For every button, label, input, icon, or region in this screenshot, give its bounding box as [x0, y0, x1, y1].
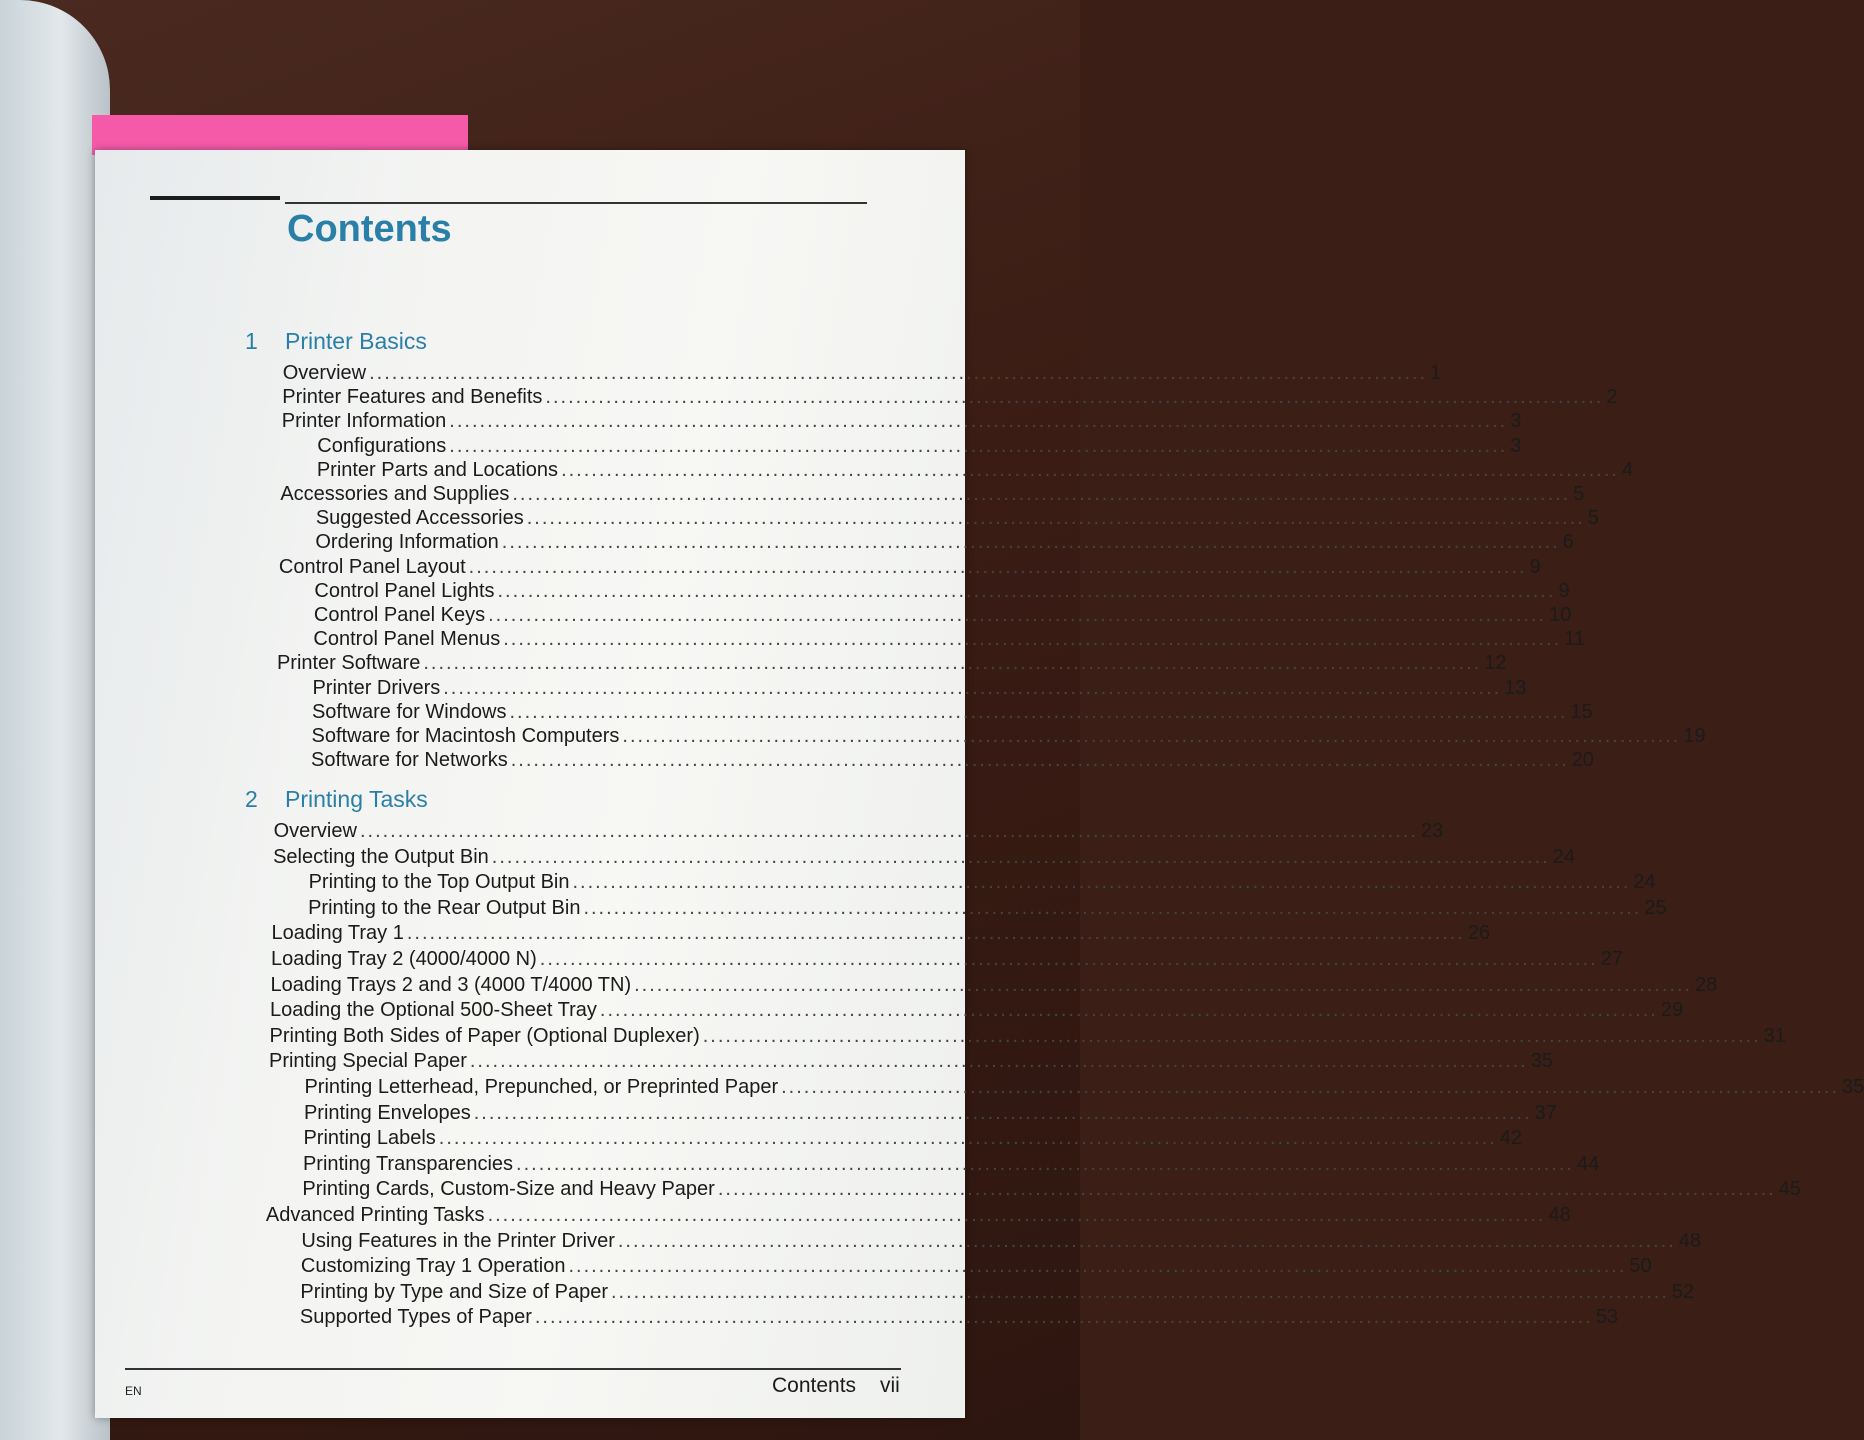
toc-dot-leader: ............................................................................................................................................	[634, 973, 1693, 996]
toc-entry[interactable]	[302, 1178, 1802, 1202]
toc-entry[interactable]	[311, 725, 1706, 749]
toc-entry[interactable]	[311, 700, 1593, 725]
toc-entry-label: Overview	[273, 820, 357, 842]
toc-entry-page: 37	[1534, 1101, 1557, 1124]
toc-dot-leader: ............................................................................................................................................	[449, 434, 1508, 457]
toc-entry-label: Printing Letterhead, Prepunched, or Preprinted Paper	[304, 1076, 779, 1098]
toc-dot-leader: ............................................................................................................................................	[516, 1152, 1574, 1175]
toc-entry[interactable]	[273, 820, 1444, 844]
toc-dot-leader: ............................................................................................................................................	[512, 483, 1571, 505]
toc-dot-leader: ............................................................................................................................................	[572, 871, 1631, 894]
toc-entry[interactable]	[316, 458, 1634, 483]
toc-entry-label: Loading Tray 1	[271, 922, 404, 945]
toc-dot-leader: ............................................................................................................................................	[423, 652, 1482, 675]
toc-dot-leader: ............................................................................................................................................	[545, 386, 1604, 409]
footer-label: Contents	[772, 1374, 857, 1397]
toc-entry[interactable]	[271, 948, 1623, 972]
toc-dot-leader: ............................................................................................................................................	[561, 458, 1619, 481]
toc-dot-leader: ............................................................................................................................................	[497, 579, 1556, 602]
toc-entry-label: Loading the Optional 500-Sheet Tray	[270, 999, 597, 1022]
toc-entry-page: 44	[1576, 1152, 1600, 1175]
toc-entry-page: 12	[1484, 652, 1507, 675]
toc-entry[interactable]	[299, 1306, 1619, 1330]
toc-entry-label: Printing Special Paper	[268, 1050, 467, 1073]
toc-entry-page: 23	[1420, 820, 1444, 842]
toc-entry-page: 9	[1529, 555, 1541, 578]
toc-entry[interactable]	[268, 1050, 1554, 1074]
toc-entry-label: Control Panel Layout	[278, 555, 466, 578]
toc-entry-label: Using Features in the Printer Driver	[301, 1229, 615, 1252]
footer-rule	[125, 1368, 901, 1370]
toc-entry-page: 29	[1660, 999, 1684, 1022]
toc-entry-page: 45	[1778, 1178, 1802, 1201]
toc-dot-leader: ............................................................................................................................................	[487, 1204, 1546, 1226]
toc-entry-page: 4	[1622, 458, 1634, 481]
chapter-heading	[245, 786, 865, 816]
toc-entry[interactable]	[303, 1127, 1522, 1151]
toc-entry[interactable]	[312, 676, 1527, 701]
toc-entry[interactable]	[317, 434, 1522, 459]
toc-entry-page: 53	[1595, 1306, 1619, 1329]
toc-entry-page: 13	[1504, 676, 1527, 699]
toc-entry-label: Loading Trays 2 and 3 (4000 T/4000 TN)	[270, 973, 632, 996]
toc-entry[interactable]	[271, 922, 1491, 946]
toc-dot-leader: ............................................................................................................................................	[717, 1178, 1776, 1201]
toc-dot-leader: ............................................................................................................................................	[469, 1050, 1528, 1073]
chapter-heading	[245, 328, 865, 358]
toc-entry[interactable]	[308, 871, 1656, 895]
toc-entry-label: Printer Parts and Locations	[316, 458, 559, 481]
toc-entry-label: Printing Cards, Custom-Size and Heavy Paper	[302, 1178, 715, 1201]
toc-dot-leader: ............................................................................................................................................	[617, 1229, 1676, 1252]
toc-entry[interactable]	[280, 483, 1585, 507]
toc-entry-label: Printing Both Sides of Paper (Optional Duplexer)	[269, 1024, 700, 1047]
toc-entry-label: Ordering Information	[315, 531, 499, 554]
toc-entry[interactable]	[315, 507, 1599, 531]
toc-dot-leader: ............................................................................................................................................	[539, 948, 1598, 970]
toc-entry-label: Accessories and Supplies	[280, 483, 510, 505]
toc-dot-leader: ............................................................................................................................................	[610, 1280, 1669, 1303]
footer-language: EN	[125, 1384, 142, 1398]
toc-entry-page: 48	[1548, 1204, 1571, 1226]
toc-entry[interactable]	[302, 1152, 1600, 1177]
chapter-title: Printing Tasks	[285, 786, 428, 812]
toc-entry[interactable]	[282, 386, 1618, 410]
toc-entry-page: 25	[1644, 896, 1667, 919]
toc-entry[interactable]	[311, 749, 1594, 773]
toc-entry[interactable]	[270, 973, 1718, 998]
toc-dot-leader: ............................................................................................................................................	[473, 1101, 1532, 1124]
toc-entry-page: 1	[1430, 362, 1442, 384]
toc-entry-label: Printing Transparencies	[302, 1152, 514, 1175]
sticky-note-tab	[92, 115, 468, 155]
toc-entry-page: 24	[1633, 871, 1656, 894]
toc-entry-label: Advanced Printing Tasks	[265, 1204, 485, 1226]
toc-entry-page: 5	[1587, 507, 1599, 530]
toc-entry[interactable]	[315, 531, 1574, 555]
toc-dot-leader: ............................................................................................................................................	[510, 749, 1569, 772]
toc-entry[interactable]	[313, 604, 1572, 628]
toc-entry-label: Loading Tray 2 (4000/4000 N)	[271, 948, 537, 970]
toc-entry[interactable]	[278, 555, 1541, 580]
toc-dot-leader: ............................................................................................................................................	[468, 555, 1527, 578]
toc-entry-page: 11	[1564, 628, 1585, 651]
toc-dot-leader: ............................................................................................................................................	[534, 1306, 1593, 1329]
toc-entry-page: 35	[1530, 1050, 1554, 1073]
toc-entry[interactable]	[276, 652, 1507, 676]
toc-entry[interactable]	[269, 1024, 1786, 1049]
toc-dot-leader: ............................................................................................................................................	[369, 362, 1428, 384]
toc-entry-page: 10	[1549, 604, 1572, 626]
toc-entry-page: 31	[1763, 1024, 1786, 1047]
toc-entry[interactable]	[282, 362, 1442, 386]
toc-entry[interactable]	[314, 579, 1570, 604]
toc-entry-label: Printing to the Rear Output Bin	[308, 896, 581, 919]
toc-dot-leader: ............................................................................................................................................	[488, 604, 1547, 626]
toc-entry-page: 26	[1467, 922, 1491, 945]
toc-entry-label: Printer Software	[276, 652, 421, 675]
header-rule-thick	[150, 196, 280, 200]
toc-entry-page: 50	[1629, 1255, 1652, 1278]
toc-entry-page: 19	[1683, 725, 1706, 747]
toc-entry-page: 9	[1558, 579, 1570, 602]
toc-entry-page: 48	[1678, 1229, 1702, 1252]
toc-entry[interactable]	[300, 1280, 1695, 1305]
toc-entry-label: Printing Envelopes	[303, 1101, 471, 1124]
toc-dot-leader: ............................................................................................................................................	[438, 1127, 1497, 1150]
toc-entry[interactable]	[273, 845, 1575, 870]
header-rule-thin	[285, 202, 867, 204]
footer-page-number: vii	[880, 1374, 900, 1397]
toc-dot-leader: ............................................................................................................................................	[359, 820, 1418, 842]
chapter-number: 2	[245, 786, 258, 812]
toc-entry-page: 28	[1695, 973, 1718, 996]
toc-entry-label: Control Panel Menus	[313, 628, 501, 651]
toc-entry-label: Selecting the Output Bin	[273, 845, 489, 868]
toc-entry-label: Control Panel Keys	[313, 604, 486, 626]
toc-dot-leader: ............................................................................................................................................	[622, 725, 1681, 747]
toc-entry[interactable]	[270, 999, 1684, 1023]
toc-entry-label: Customizing Tray 1 Operation	[300, 1255, 566, 1278]
toc-dot-leader: ............................................................................................................................................	[449, 410, 1508, 433]
toc-dot-leader: ............................................................................................................................................	[526, 507, 1585, 530]
toc-dot-leader: ............................................................................................................................................	[509, 700, 1568, 723]
chapter-number: 1	[245, 328, 258, 354]
toc-entry[interactable]	[304, 1076, 1864, 1100]
toc-dot-leader: ............................................................................................................................................	[583, 896, 1642, 919]
toc-entry-label: Printing to the Top Output Bin	[308, 871, 570, 894]
toc-entry-page: 6	[1562, 531, 1574, 554]
toc-entry[interactable]	[281, 410, 1522, 434]
toc-entry[interactable]	[313, 628, 1585, 652]
toc-dot-leader: ............................................................................................................................................	[568, 1255, 1627, 1278]
toc-entry-label: Configurations	[317, 434, 447, 457]
toc-entry-page: 35	[1842, 1076, 1864, 1098]
toc-entry-label: Printing Labels	[303, 1127, 436, 1150]
toc-entry-page: 3	[1510, 410, 1522, 433]
toc-entry-page: 42	[1499, 1127, 1522, 1150]
toc-dot-leader: ............................................................................................................................................	[406, 922, 1465, 945]
toc-entry[interactable]	[300, 1255, 1652, 1279]
toc-entry-page: 20	[1571, 749, 1594, 772]
toc-dot-leader: ............................................................................................................................................	[702, 1024, 1761, 1047]
toc-entry-page: 2	[1606, 386, 1618, 409]
toc-entry-page: 15	[1570, 700, 1593, 723]
toc-entry-label: Software for Macintosh Computers	[311, 725, 620, 747]
page-title: Contents	[287, 208, 452, 250]
toc-entry-label: Supported Types of Paper	[299, 1306, 532, 1329]
toc-entry-label: Printer Drivers	[312, 676, 441, 699]
chapter-title: Printer Basics	[285, 328, 427, 354]
toc-entry-label: Software for Networks	[311, 749, 508, 772]
toc-dot-leader: ............................................................................................................................................	[781, 1076, 1840, 1098]
toc-entry-label: Control Panel Lights	[314, 579, 495, 602]
toc-dot-leader: ............................................................................................................................................	[501, 531, 1560, 554]
toc-entry-label: Printer Features and Benefits	[282, 386, 543, 409]
toc-entry-page: 24	[1552, 845, 1575, 868]
toc-entry-label: Printing by Type and Size of Paper	[300, 1280, 608, 1303]
toc-dot-leader: ............................................................................................................................................	[503, 628, 1562, 651]
toc-entry-page: 5	[1573, 483, 1585, 505]
toc-entry-page: 52	[1671, 1280, 1695, 1303]
toc-entry[interactable]	[308, 896, 1667, 921]
contents-page	[95, 150, 1864, 1418]
toc-dot-leader: ............................................................................................................................................	[599, 999, 1658, 1022]
toc-dot-leader: ............................................................................................................................................	[443, 676, 1502, 699]
toc-entry-label: Software for Windows	[311, 700, 507, 723]
toc-entry-label: Suggested Accessories	[315, 507, 524, 530]
toc-entry[interactable]	[301, 1229, 1702, 1254]
book-left-page-edge	[0, 0, 110, 1440]
toc-entry[interactable]	[265, 1204, 1571, 1228]
toc-entry[interactable]	[303, 1101, 1557, 1126]
toc-entry-page: 3	[1510, 434, 1522, 457]
toc-entry-label: Printer Information	[281, 410, 447, 433]
toc-dot-leader: ............................................................................................................................................	[491, 845, 1550, 868]
toc-entry-label: Overview	[282, 362, 367, 384]
toc-entry-page: 27	[1600, 948, 1623, 970]
